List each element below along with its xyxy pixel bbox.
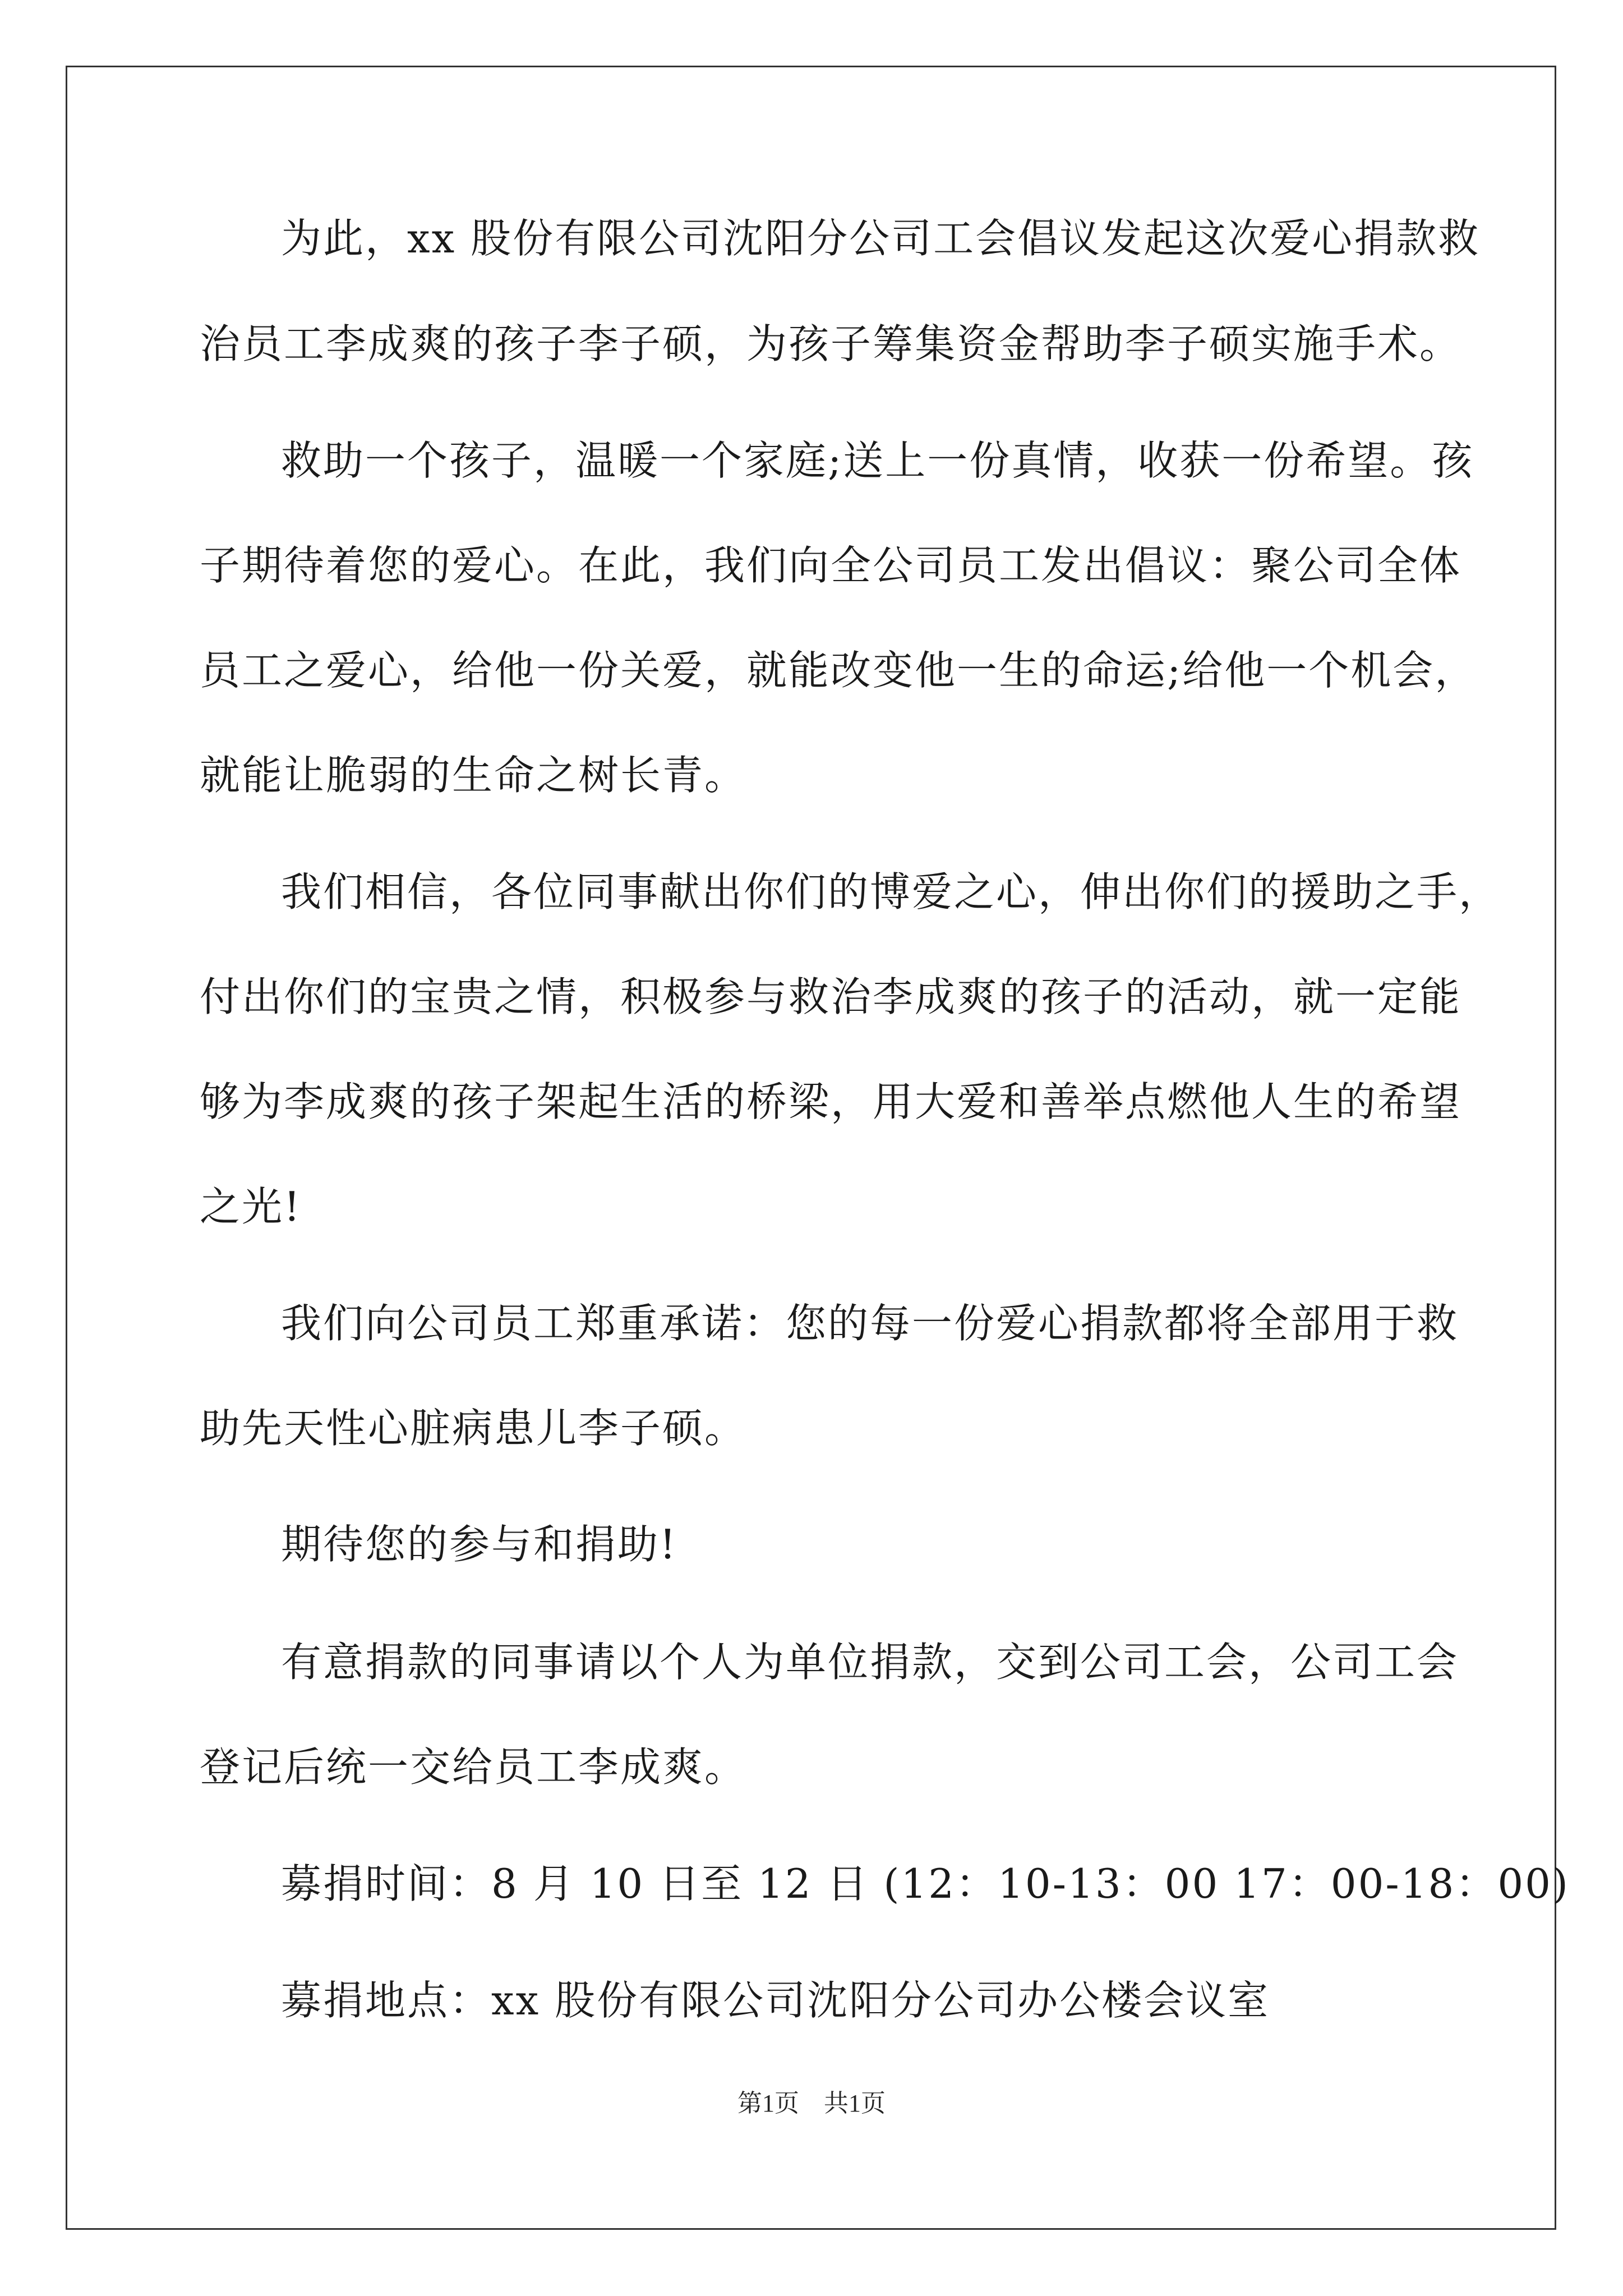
paragraph-1-line-2: 治员工李成爽的孩子李子硕，为孩子筹集资金帮助李子硕实施手术。 [200,320,1462,367]
paragraph-2-line-2: 子期待着您的爱心。在此，我们向全公司员工发出倡议：聚公司全体 [200,542,1462,589]
page-number-footer: 第1页 共1页 [737,2090,886,2117]
donation-time-line: 募捐时间：8 月 10 日至 12 日 (12：10-13：00 17：00-18：00) [281,1860,1570,1907]
paragraph-1-line-1: 为此，xx 股份有限公司沈阳分公司工会倡议发起这次爱心捐款救 [281,215,1481,262]
paragraph-4-line-2: 助先天性心脏病患儿李子硕。 [200,1405,747,1452]
paragraph-6-line-2: 登记后统一交给员工李成爽。 [200,1743,747,1791]
donation-location-line: 募捐地点：xx 股份有限公司沈阳分公司办公楼会议室 [281,1977,1270,2024]
paragraph-2-line-3: 员工之爱心，给他一份关爱，就能改变他一生的命运;给他一个机会， [200,647,1477,694]
paragraph-4-line-1: 我们向公司员工郑重承诺：您的每一份爱心捐款都将全部用于救 [281,1300,1459,1347]
paragraph-6-line-1: 有意捐款的同事请以个人为单位捐款，交到公司工会，公司工会 [281,1639,1459,1686]
paragraph-3-line-4: 之光! [200,1183,302,1230]
paragraph-5-line-1: 期待您的参与和捐助! [281,1521,677,1568]
paragraph-3-line-1: 我们相信，各位同事献出你们的博爱之心，伸出你们的援助之手， [281,868,1501,915]
paragraph-2-line-4: 就能让脆弱的生命之树长青。 [200,752,747,799]
paragraph-3-line-3: 够为李成爽的孩子架起生活的桥梁，用大爱和善举点燃他人生的希望 [200,1078,1462,1125]
paragraph-2-line-1: 救助一个孩子，温暖一个家庭;送上一份真情，收获一份希望。孩 [281,437,1474,484]
paragraph-3-line-2: 付出你们的宝贵之情，积极参与救治李成爽的孩子的活动，就一定能 [200,973,1462,1020]
